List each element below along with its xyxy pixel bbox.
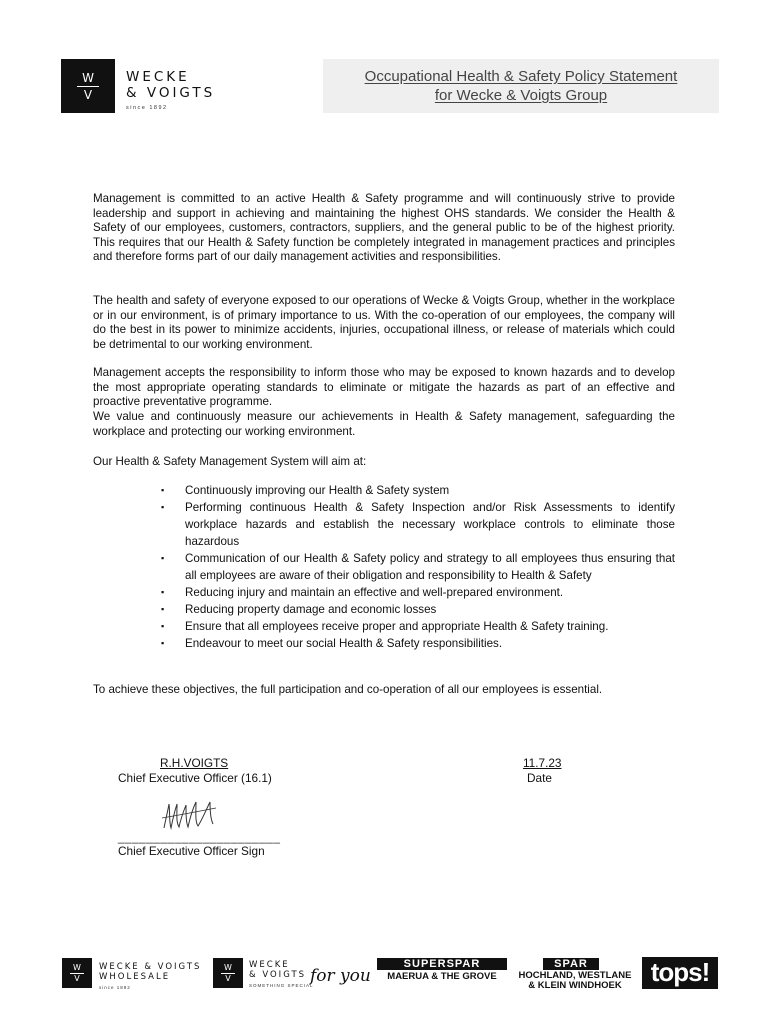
logo-letter-v: V bbox=[83, 87, 93, 102]
logo-divider bbox=[77, 86, 99, 87]
list-item: ▪ Endeavour to meet our social Health & Safety responsibilities. bbox=[161, 637, 503, 650]
bullet-icon: ▪ bbox=[161, 638, 165, 648]
logo-letter-w: W bbox=[82, 70, 94, 85]
foryou-script: for you bbox=[310, 966, 371, 986]
wholesale-logo-text: WECKE & VOIGTS WHOLESALE since 1892 bbox=[99, 962, 202, 990]
paragraph-value: We value and continuously measure our achievements in Health & Safety management, safeguarding the workplace and protecting our working environment. bbox=[93, 410, 675, 438]
signature-date-label: Date bbox=[527, 771, 552, 785]
aims-list bbox=[161, 482, 675, 652]
bullet-icon: ▪ bbox=[161, 587, 165, 597]
bullet-icon: ▪ bbox=[161, 502, 165, 512]
company-logo-mark bbox=[61, 59, 115, 113]
list-item: ▪ Continuously improving our Health & Safety system bbox=[161, 484, 450, 497]
paragraph-primary-importance: The health and safety of everyone exposed to our operations of Wecke & Voigts Group, whether in the workplace or in our environment, is of primary importance to us. With the co-operation of our employees, the company will do the best in its power to minimize accidents, injuries, occupational illness, or release of materials which could be detrimental to our working environment. bbox=[93, 294, 675, 351]
paragraph-responsibility: Management accepts the responsibility to inform those who may be exposed to known hazards and to develop the most appropriate operating standards to eliminate or mitigate the hazards as part of an effective and proactive preventative programme. bbox=[93, 366, 675, 409]
paragraph-commitment: Management is committed to an active Health & Safety programme and will continuously strive to provide leadership and support in achieving and maintaining the highest OHS standards. We consider the Health & Safety of our employees, customers, contractors, suppliers, and the general public to be of the highest priority. This requires that our Health & Safety function be completely integrated in management practices and principles and therefore forms part of our daily management activities and responsibilities. bbox=[93, 192, 675, 264]
spar-locations-1: HOCHLAND, WESTLANE bbox=[518, 970, 632, 981]
foryou-logo-text: WECKE & VOIGTS SOMETHING SPECIAL bbox=[249, 960, 314, 988]
list-item: ▪ Performing continuous Health & Safety Inspection and/or Risk Assessments to identify workplace hazards and establish the necessary workplace controls to eliminate those hazardous bbox=[161, 501, 675, 548]
superspar-locations: MAERUA & THE GROVE bbox=[387, 971, 497, 982]
list-item: ▪ Reducing property damage and economic losses bbox=[161, 603, 437, 616]
bullet-icon: ▪ bbox=[161, 621, 165, 631]
aims-intro: Our Health & Safety Management System will aim at: bbox=[93, 455, 367, 468]
brand-line-2: & VOIGTS bbox=[126, 85, 216, 101]
title-line-1: Occupational Health & Safety Policy Statement bbox=[364, 68, 678, 85]
wholesale-logo-mark: W V bbox=[62, 958, 92, 988]
closing-statement: To achieve these objectives, the full participation and co-operation of all our employees is essential. bbox=[93, 683, 603, 696]
spar-logo: SPAR bbox=[543, 958, 599, 970]
superspar-logo: SUPERSPAR bbox=[377, 958, 507, 970]
title-line-2: for Wecke & Voigts Group bbox=[434, 87, 608, 104]
signature-date-value: 11.7.23 bbox=[523, 756, 562, 770]
list-item: ▪ Reducing injury and maintain an effective and well-prepared environment. bbox=[161, 586, 564, 599]
tops-logo: tops! bbox=[642, 957, 718, 989]
company-logo-text bbox=[126, 69, 215, 111]
signatory-role: Chief Executive Officer (16.1) bbox=[118, 771, 272, 785]
bullet-icon: ▪ bbox=[161, 553, 165, 563]
foryou-logo-mark: W V bbox=[213, 958, 243, 988]
brand-line-1: WECKE bbox=[126, 69, 190, 85]
brand-since: since 1892 bbox=[126, 105, 168, 111]
bullet-icon: ▪ bbox=[161, 604, 165, 614]
list-item: ▪ Ensure that all employees receive proper and appropriate Health & Safety training. bbox=[161, 620, 609, 633]
spar-locations-2: & KLEIN WINDHOEK bbox=[528, 980, 622, 991]
signatory-name: R.H.VOIGTS bbox=[160, 756, 229, 770]
bullet-icon: ▪ bbox=[161, 485, 165, 495]
handwritten-signature bbox=[160, 796, 224, 832]
list-item: ▪ Communication of our Health & Safety policy and strategy to all employees thus ensuring that all employees are aware of their obligation and responsibility to Health & Safety bbox=[161, 552, 675, 582]
document-title bbox=[323, 59, 719, 113]
signature-line: _______________________ bbox=[118, 830, 281, 844]
signature-label: Chief Executive Officer Sign bbox=[118, 844, 265, 858]
